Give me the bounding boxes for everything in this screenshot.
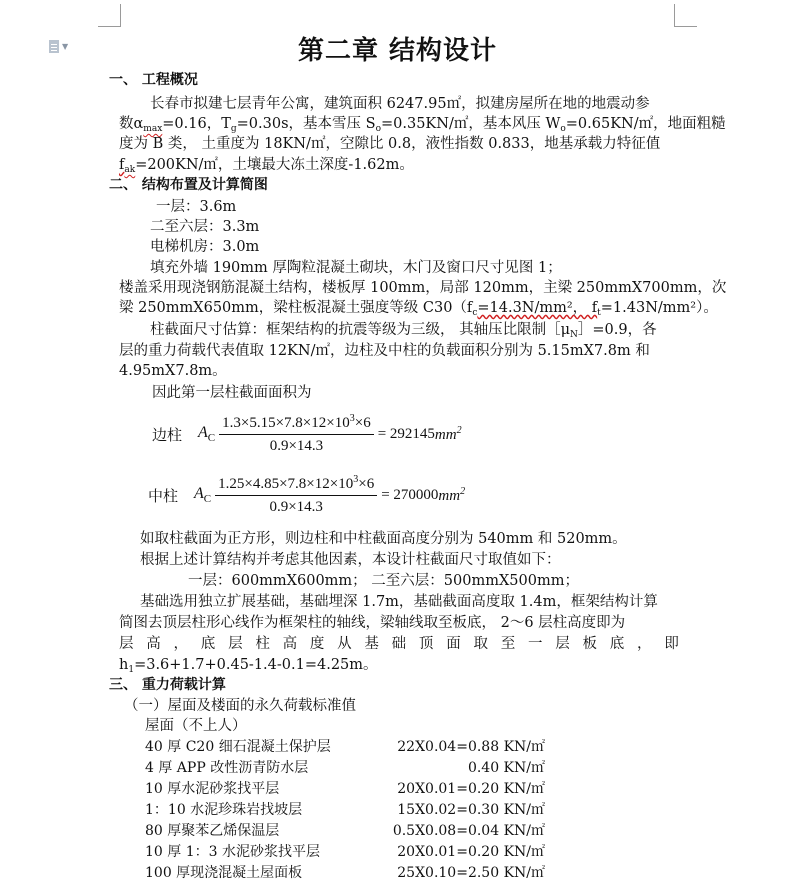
load-value: 22X0.04=0.88 KN/㎡	[397, 739, 545, 755]
subsection-permanent-load: （一）屋面及楼面的永久荷载标准值	[124, 698, 356, 714]
column-line-3: 4.95mX7.8m。	[119, 363, 227, 379]
slab-line-2: 梁 250mmX650mm，梁柱板混凝土强度等级 $C30(f_c=14.3N$/mm²， $f_t=1.43N/mm^2$）。	[119, 300, 718, 318]
square-section-text: 如取柱截面为正方形，则边柱和中柱截面高度分别为 540mm 和 520mm。	[140, 531, 627, 547]
spread-char: 取	[473, 636, 488, 652]
column-line-2: 层的重力荷载代表值取 12KN/㎡，边柱及中柱的负载面积分别为 5.15mX7.8m 和	[119, 343, 650, 359]
spread-char: ，	[173, 636, 189, 652]
load-value: 20X0.01=0.20 KN/㎡	[397, 781, 545, 797]
formula-unit: $mm^2$	[434, 424, 462, 443]
load-item: 4 厚 APP 改性沥青防水层	[145, 760, 309, 776]
spread-char: 础	[391, 636, 407, 652]
spread-char: 板	[582, 636, 598, 652]
foundation-line-3	[119, 634, 679, 654]
overview-line-1: 长春市拟建七层青年公寓，建筑面积 6247.95㎡，拟建房屋所在地的地震动参	[150, 96, 650, 112]
formula-side-column	[152, 413, 462, 455]
load-value: 25X0.10=2.50 KN/㎡	[397, 865, 545, 881]
floor-height-2-6: 二至六层：3.3m	[150, 219, 260, 235]
overview-line-3: 度为 B 类， 土重度为 18KN/㎡，空隙比 0.8，液性指数 0.833，地基承载力特征值	[119, 136, 661, 152]
spread-char: 一	[527, 636, 543, 652]
spread-char: 顶	[418, 636, 434, 652]
floor-height-1: 一层：3.6m	[156, 199, 237, 215]
formula-unit: $mm^2$	[438, 485, 466, 504]
section-value-text: 根据上述计算结构并考虑其他因素，本设计柱截面尺寸取值如下：	[140, 552, 561, 568]
slab-line-1: 楼盖采用现浇钢筋混凝土结构，楼板厚 100mm，局部 120mm，主梁 250mmX700mm，次	[119, 280, 727, 296]
chevron-down-icon: ▼	[62, 42, 69, 51]
spread-char: 柱	[255, 636, 270, 652]
formula-result: = 270000	[381, 486, 439, 503]
load-value: 20X0.01=0.20 KN/㎡	[397, 844, 545, 860]
column-line-1: 柱截面尺寸估算：框架结构的抗震等级为三级， 其轴压比限制$[\mu_N]=0.9$，各	[150, 322, 657, 340]
load-item: 40 厚 C20 细石混凝土保护层	[145, 739, 331, 755]
spread-char: 层	[555, 636, 570, 652]
formula-area-symbol: $A_C$	[194, 484, 212, 506]
infill-wall-text: 填充外墙 190mm 厚陶粒混凝土砌块，木门及窗口尺寸见图 1；	[150, 260, 562, 276]
spread-char: ，	[637, 636, 652, 652]
spread-char: 层	[228, 636, 243, 652]
column-sizes-text: 一层：600mmX600mm； 二至六层：500mmX500mm；	[188, 573, 579, 589]
load-value: 15X0.02=0.30 KN/㎡	[397, 802, 545, 818]
formula-label: 中柱	[148, 486, 179, 505]
load-item: 1：10 水泥珍珠岩找坡层	[145, 802, 303, 818]
formula-label: 边柱	[152, 425, 183, 444]
spread-char: 从	[337, 636, 352, 652]
formula-result: = 292145	[377, 425, 435, 442]
floor-height-elevator: 电梯机房：3.0m	[150, 239, 260, 255]
overview-line-4: $f_{ak}=200KN/㎡$，土壤最大冻土深度-1.62m。	[119, 157, 414, 175]
formula-numerator: $1.3\times 5.15\times 7.8\times 12\times 10^3\times 6$	[219, 413, 374, 435]
load-value: 0.5X0.08=0.04 KN/㎡	[392, 823, 545, 839]
roof-heading: 屋面（不上人）	[145, 718, 247, 734]
formula-area-symbol: $A_C$	[198, 423, 216, 445]
spread-char: 即	[664, 636, 679, 652]
spread-char: 底	[200, 636, 216, 652]
spread-char: 层	[119, 636, 134, 652]
formula-denominator: 0.9×14.3	[269, 438, 324, 454]
foundation-line-4: $h_1=3.6+1.7+0.45-1.4-0.1=4.25m$。	[119, 657, 378, 675]
spread-char: 面	[446, 636, 461, 652]
margin-corner-mark-left	[98, 4, 121, 27]
spread-char: 高	[146, 636, 161, 652]
spread-char: 底	[609, 636, 625, 652]
overview-line-2: 数$\alpha_{max}=0.16$，$T_g=0.30s$，基本雪压 $S_o=0.35KN/㎡$，基本风压 $W_o=0.65KN/㎡$，地面粗糙	[119, 116, 726, 134]
spread-char: 基	[364, 636, 379, 652]
foundation-line-1: 基础选用独立扩展基础，基础埋深 1.7m，基础截面高度取 1.4m，框架结构计算	[140, 594, 658, 610]
load-item: 100 厚现浇混凝土屋面板	[145, 865, 303, 881]
load-item: 10 厚水泥砂浆找平层	[145, 781, 280, 797]
load-item: 80 厚聚苯乙烯保温层	[145, 823, 280, 839]
formula-numerator: $1.25\times 4.85\times 7.8\times 12\times 10^3\times 6$	[215, 474, 377, 496]
load-value: 0.40 KN/㎡	[467, 760, 545, 776]
first-floor-area-text: 因此第一层柱截面面积为	[152, 385, 312, 401]
section-heading-gravity-load: 三、 重力荷载计算	[109, 677, 226, 693]
formula-fraction	[219, 413, 374, 455]
formula-middle-column	[148, 474, 465, 516]
formula-fraction	[215, 474, 377, 516]
foundation-line-2: 简图去顶层柱形心线作为框架柱的轴线，梁轴线取至板底， 2～6 层柱高度即为	[119, 615, 626, 631]
spread-char: 至	[500, 636, 516, 652]
load-item: 10 厚 1：3 水泥砂浆找平层	[145, 844, 320, 860]
section-heading-overview: 一、 工程概况	[109, 72, 198, 88]
chapter-title: 第二章 结构设计	[297, 36, 498, 66]
spread-char: 度	[309, 636, 325, 652]
section-heading-layout: 二、 结构布置及计算简图	[109, 177, 268, 193]
spread-char: 高	[282, 636, 298, 652]
margin-corner-mark-right	[674, 4, 697, 27]
formula-denominator: 0.9×14.3	[269, 499, 323, 515]
